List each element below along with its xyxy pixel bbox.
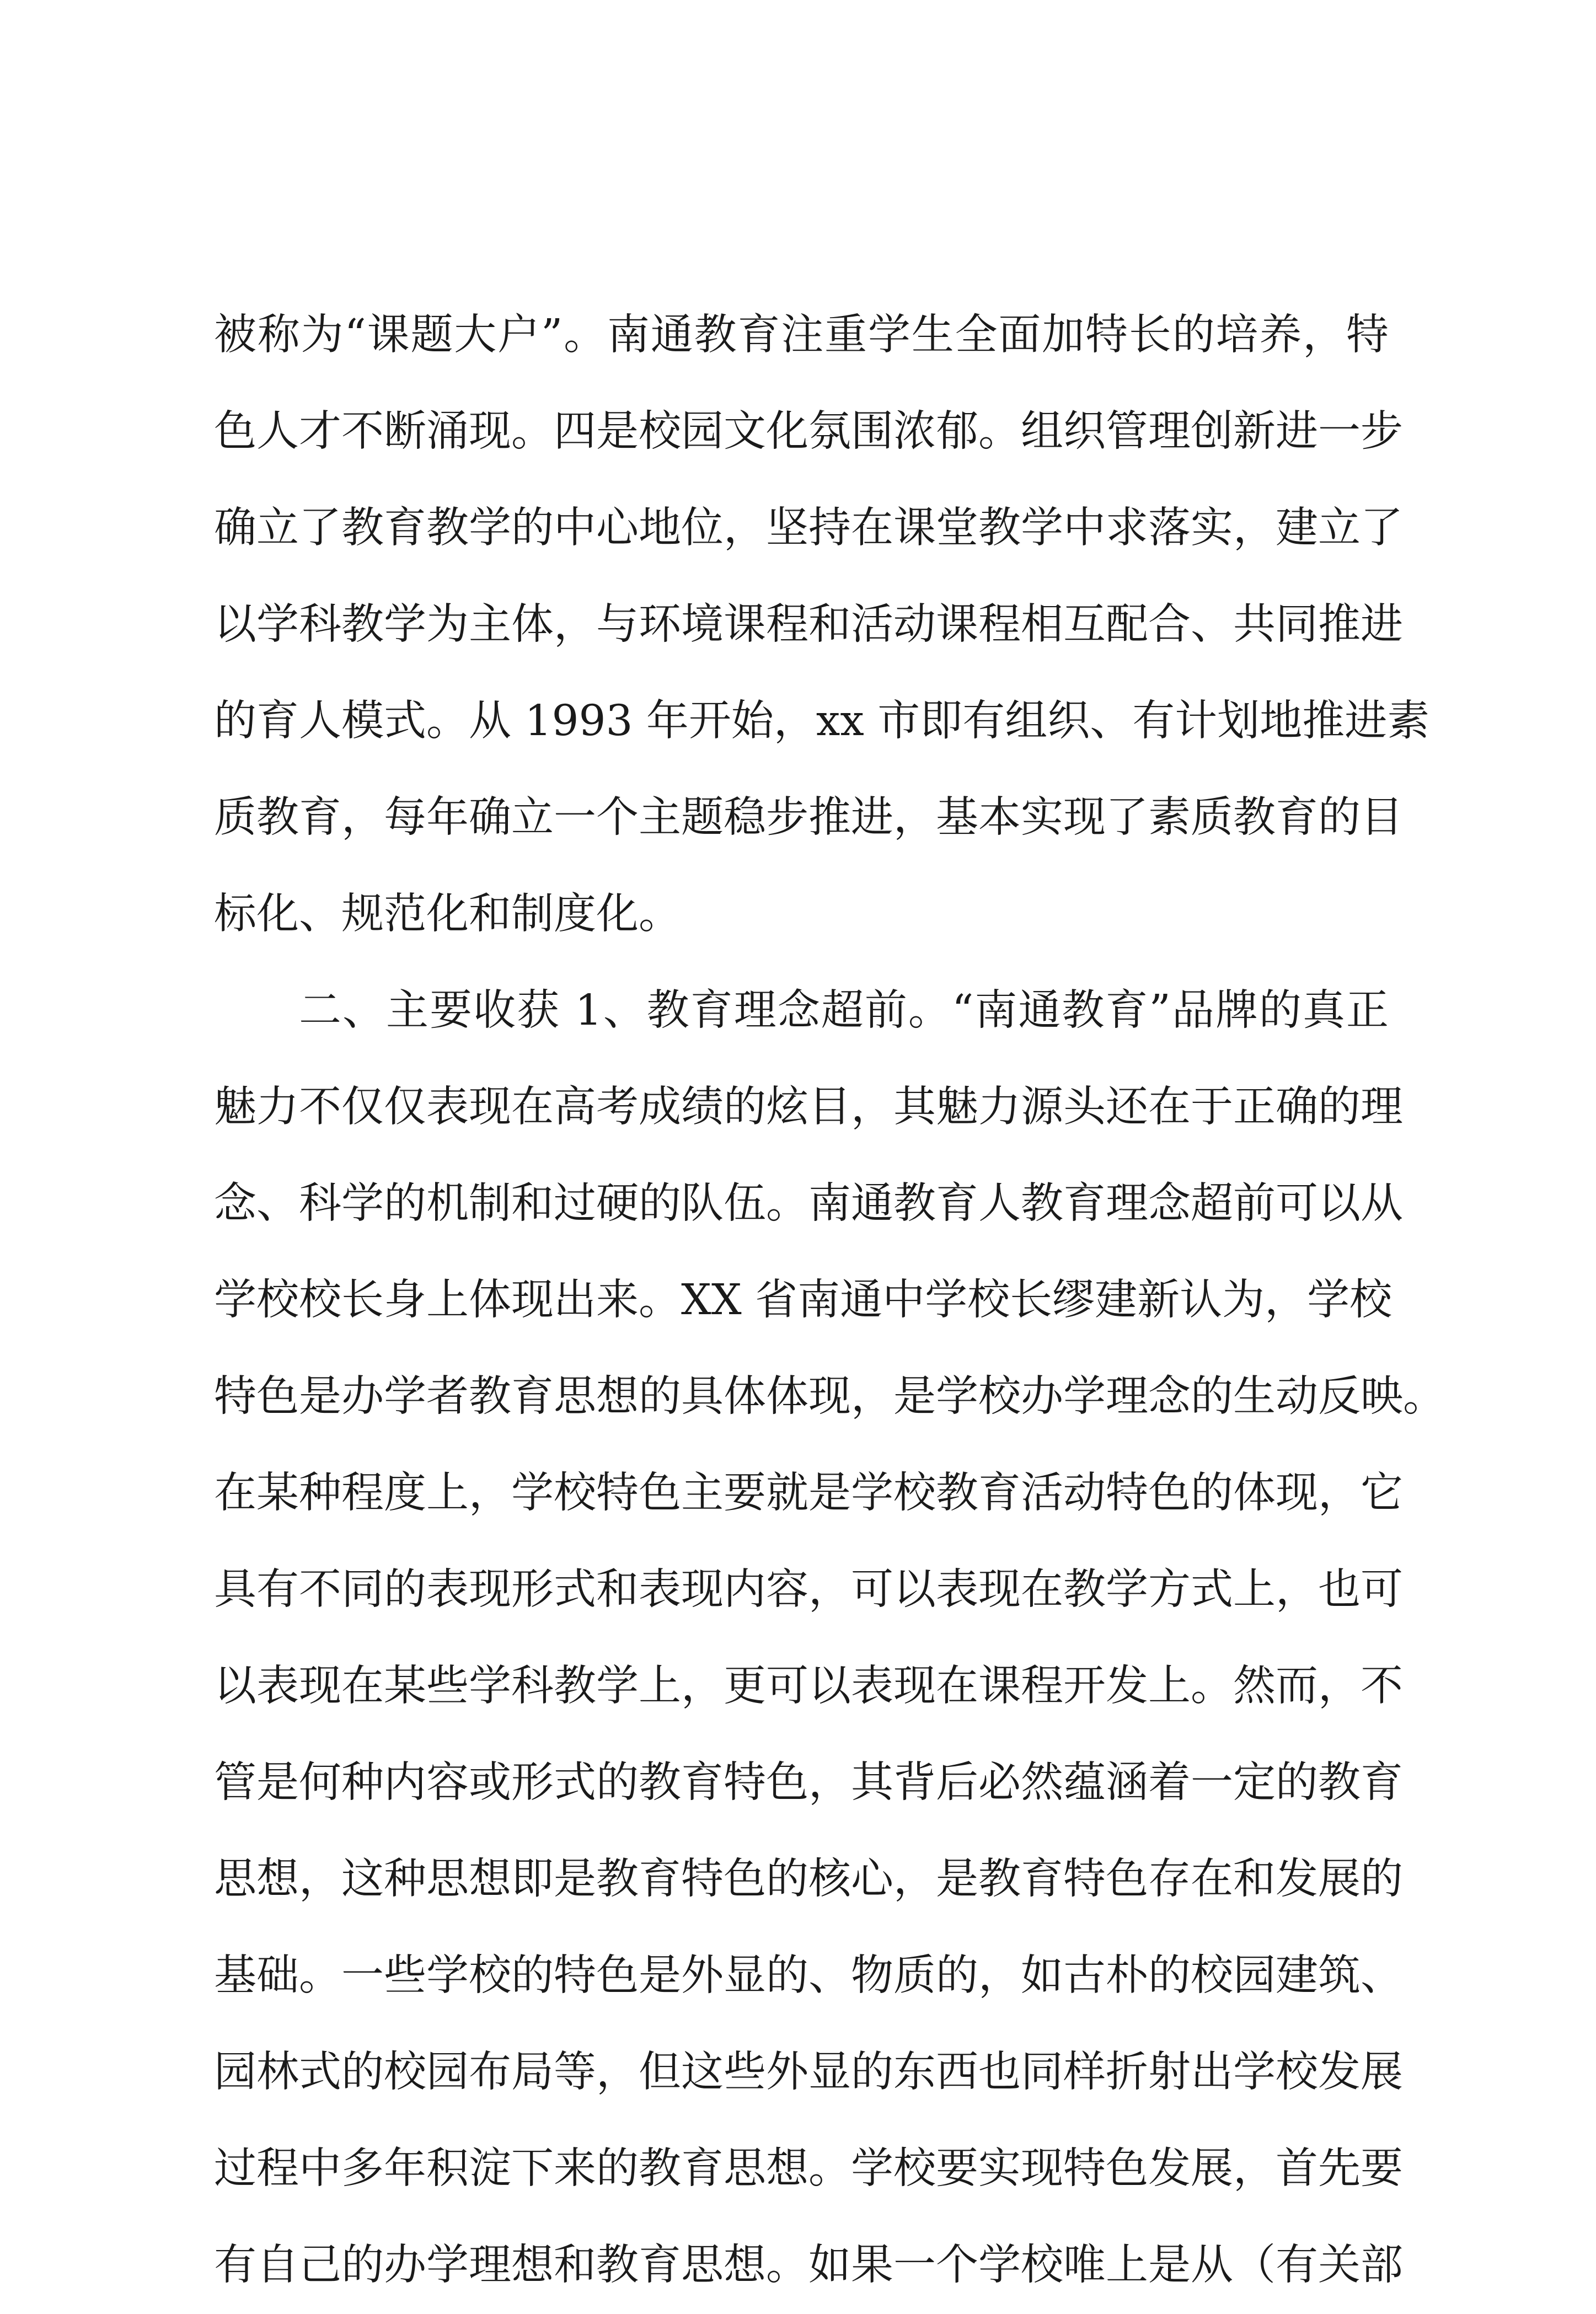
body-text-line: 念、科学的机制和过硬的队伍。南通教育人教育理念超前可以从	[214, 1179, 1403, 1228]
body-text-line: 过程中多年积淀下来的教育思想。学校要实现特色发展，首先要	[214, 2144, 1403, 2193]
body-text-line: 基础。一些学校的特色是外显的、物质的，如古朴的校园建筑、	[214, 1951, 1403, 2000]
body-text-line: 质教育，每年确立一个主题稳步推进，基本实现了素质教育的目	[214, 793, 1403, 842]
body-text-line: 管是何种内容或形式的教育特色，其背后必然蕴涵着一定的教育	[214, 1758, 1403, 1807]
paragraph-first-line: 二、主要收获 1、教育理念超前。“南通教育”品牌的真正	[299, 986, 1389, 1035]
body-text-line: 有自己的办学理想和教育思想。如果一个学校唯上是从（有关部	[214, 2241, 1403, 2290]
body-text-line: 学校校长身上体现出来。XX 省南通中学校长缪建新认为，学校	[214, 1276, 1393, 1325]
body-text-line: 以表现在某些学科教学上，更可以表现在课程开发上。然而，不	[214, 1662, 1403, 1711]
body-text-line: 在某种程度上，学校特色主要就是学校教育活动特色的体现，它	[214, 1469, 1403, 1518]
body-text-line: 园林式的校园布局等，但这些外显的东西也同样折射出学校发展	[214, 2048, 1403, 2097]
body-text-line: 特色是办学者教育思想的具体体现，是学校办学理念的生动反映。	[214, 1372, 1445, 1421]
body-text-line: 的育人模式。从 1993 年开始，xx 市即有组织、有计划地推进素	[214, 697, 1430, 746]
body-text-line: 魅力不仅仅表现在高考成绩的炫目，其魅力源头还在于正确的理	[214, 1083, 1403, 1132]
body-text-line: 被称为“课题大户”。南通教育注重学生全面加特长的培养，特	[214, 310, 1389, 360]
body-text-line: 以学科教学为主体，与环境课程和活动课程相互配合、共同推进	[214, 600, 1403, 649]
body-text-line: 确立了教育教学的中心地位，坚持在课堂教学中求落实，建立了	[214, 503, 1403, 553]
body-text-line: 具有不同的表现形式和表现内容，可以表现在教学方式上，也可	[214, 1565, 1403, 1614]
body-text-line: 思想，这种思想即是教育特色的核心，是教育特色存在和发展的	[214, 1855, 1403, 1904]
body-text-line: 标化、规范化和制度化。	[214, 890, 681, 939]
body-text-line: 色人才不断涌现。四是校园文化氛围浓郁。组织管理创新进一步	[214, 407, 1403, 456]
